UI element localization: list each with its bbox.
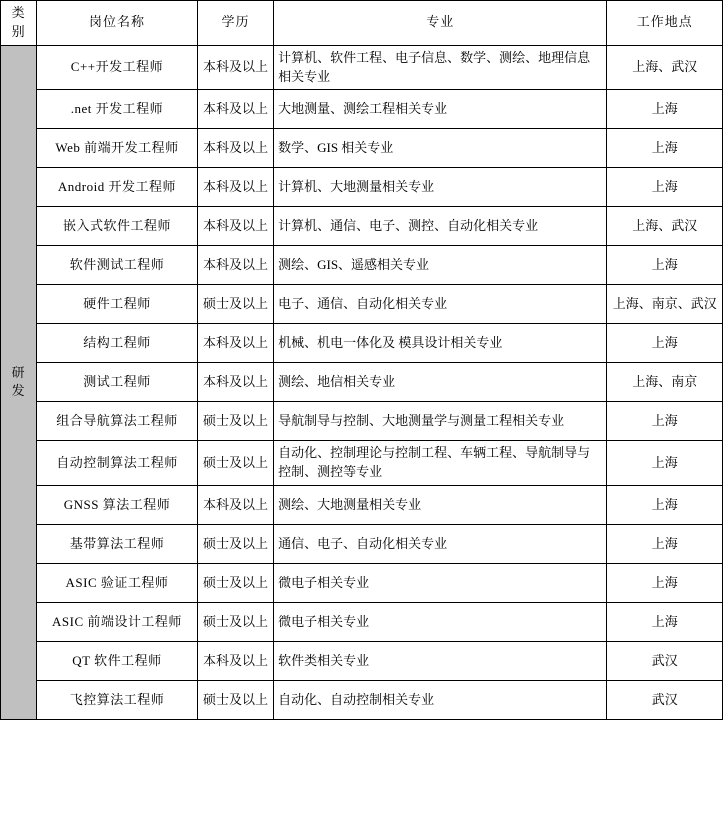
- position-cell: 硬件工程师: [37, 285, 198, 324]
- column-header-position: 岗位名称: [37, 1, 198, 46]
- position-cell: 结构工程师: [37, 324, 198, 363]
- location-cell: 上海: [607, 129, 723, 168]
- major-cell: 微电子相关专业: [274, 564, 607, 603]
- education-cell: 本科及以上: [197, 207, 273, 246]
- table-row: [1, 486, 723, 525]
- position-cell: .net 开发工程师: [37, 90, 198, 129]
- location-cell: 上海: [607, 168, 723, 207]
- location-cell: 武汉: [607, 681, 723, 720]
- position-cell: Android 开发工程师: [37, 168, 198, 207]
- location-cell: 上海: [607, 402, 723, 441]
- major-cell: 导航制导与控制、大地测量学与测量工程相关专业: [274, 402, 607, 441]
- position-cell: Web 前端开发工程师: [37, 129, 198, 168]
- position-cell: 自动控制算法工程师: [37, 441, 198, 486]
- position-cell: 基带算法工程师: [37, 525, 198, 564]
- table-row: [1, 246, 723, 285]
- location-cell: 上海: [607, 564, 723, 603]
- position-cell: C++开发工程师: [37, 45, 198, 90]
- education-cell: 硕士及以上: [197, 564, 273, 603]
- major-cell: 测绘、大地测量相关专业: [274, 486, 607, 525]
- education-cell: 硕士及以上: [197, 441, 273, 486]
- education-cell: 硕士及以上: [197, 402, 273, 441]
- location-cell: 上海: [607, 246, 723, 285]
- education-cell: 本科及以上: [197, 486, 273, 525]
- column-header-education: 学历: [197, 1, 273, 46]
- major-cell: 微电子相关专业: [274, 603, 607, 642]
- position-cell: QT 软件工程师: [37, 642, 198, 681]
- table-row: [1, 45, 723, 90]
- column-header-major: 专业: [274, 1, 607, 46]
- table-row: [1, 681, 723, 720]
- category-cell: [1, 45, 37, 719]
- education-cell: 本科及以上: [197, 642, 273, 681]
- major-cell: 自动化、控制理论与控制工程、车辆工程、导航制导与控制、测控等专业: [274, 441, 607, 486]
- table-row: [1, 642, 723, 681]
- table-row: [1, 285, 723, 324]
- position-cell: ASIC 验证工程师: [37, 564, 198, 603]
- major-cell: 数学、GIS 相关专业: [274, 129, 607, 168]
- position-cell: 测试工程师: [37, 363, 198, 402]
- table-row: [1, 363, 723, 402]
- education-cell: 本科及以上: [197, 90, 273, 129]
- education-cell: 本科及以上: [197, 324, 273, 363]
- position-cell: 嵌入式软件工程师: [37, 207, 198, 246]
- location-cell: 上海: [607, 486, 723, 525]
- column-header-category: 类别: [1, 1, 37, 46]
- table-row: [1, 129, 723, 168]
- table-header: [1, 1, 723, 46]
- major-cell: 通信、电子、自动化相关专业: [274, 525, 607, 564]
- position-cell: 飞控算法工程师: [37, 681, 198, 720]
- education-cell: 硕士及以上: [197, 525, 273, 564]
- location-cell: 上海: [607, 441, 723, 486]
- education-cell: 本科及以上: [197, 129, 273, 168]
- table-row: [1, 324, 723, 363]
- location-cell: 上海: [607, 603, 723, 642]
- education-cell: 本科及以上: [197, 45, 273, 90]
- table-row: [1, 564, 723, 603]
- location-cell: 武汉: [607, 642, 723, 681]
- major-cell: 测绘、地信相关专业: [274, 363, 607, 402]
- location-cell: 上海、武汉: [607, 45, 723, 90]
- location-cell: 上海、南京: [607, 363, 723, 402]
- major-cell: 电子、通信、自动化相关专业: [274, 285, 607, 324]
- major-cell: 软件类相关专业: [274, 642, 607, 681]
- position-cell: 组合导航算法工程师: [37, 402, 198, 441]
- table-header-row: [1, 1, 723, 46]
- major-cell: 计算机、通信、电子、测控、自动化相关专业: [274, 207, 607, 246]
- location-cell: 上海: [607, 324, 723, 363]
- location-cell: 上海: [607, 525, 723, 564]
- major-cell: 测绘、GIS、遥感相关专业: [274, 246, 607, 285]
- education-cell: 硕士及以上: [197, 603, 273, 642]
- table-row: [1, 525, 723, 564]
- category-label: 研发: [11, 364, 26, 399]
- major-cell: 机械、机电一体化及 模具设计相关专业: [274, 324, 607, 363]
- major-cell: 计算机、大地测量相关专业: [274, 168, 607, 207]
- major-cell: 大地测量、测绘工程相关专业: [274, 90, 607, 129]
- education-cell: 本科及以上: [197, 246, 273, 285]
- major-cell: 自动化、自动控制相关专业: [274, 681, 607, 720]
- table-row: [1, 603, 723, 642]
- table-row: [1, 90, 723, 129]
- table-body: [1, 45, 723, 719]
- education-cell: 本科及以上: [197, 363, 273, 402]
- position-cell: GNSS 算法工程师: [37, 486, 198, 525]
- location-cell: 上海、武汉: [607, 207, 723, 246]
- education-cell: 硕士及以上: [197, 285, 273, 324]
- table-row: [1, 441, 723, 486]
- position-cell: 软件测试工程师: [37, 246, 198, 285]
- location-cell: 上海、南京、武汉: [607, 285, 723, 324]
- table-row: [1, 168, 723, 207]
- major-cell: 计算机、软件工程、电子信息、数学、测绘、地理信息相关专业: [274, 45, 607, 90]
- position-cell: ASIC 前端设计工程师: [37, 603, 198, 642]
- table-row: [1, 402, 723, 441]
- location-cell: 上海: [607, 90, 723, 129]
- table-row: [1, 207, 723, 246]
- column-header-location: 工作地点: [607, 1, 723, 46]
- education-cell: 本科及以上: [197, 168, 273, 207]
- education-cell: 硕士及以上: [197, 681, 273, 720]
